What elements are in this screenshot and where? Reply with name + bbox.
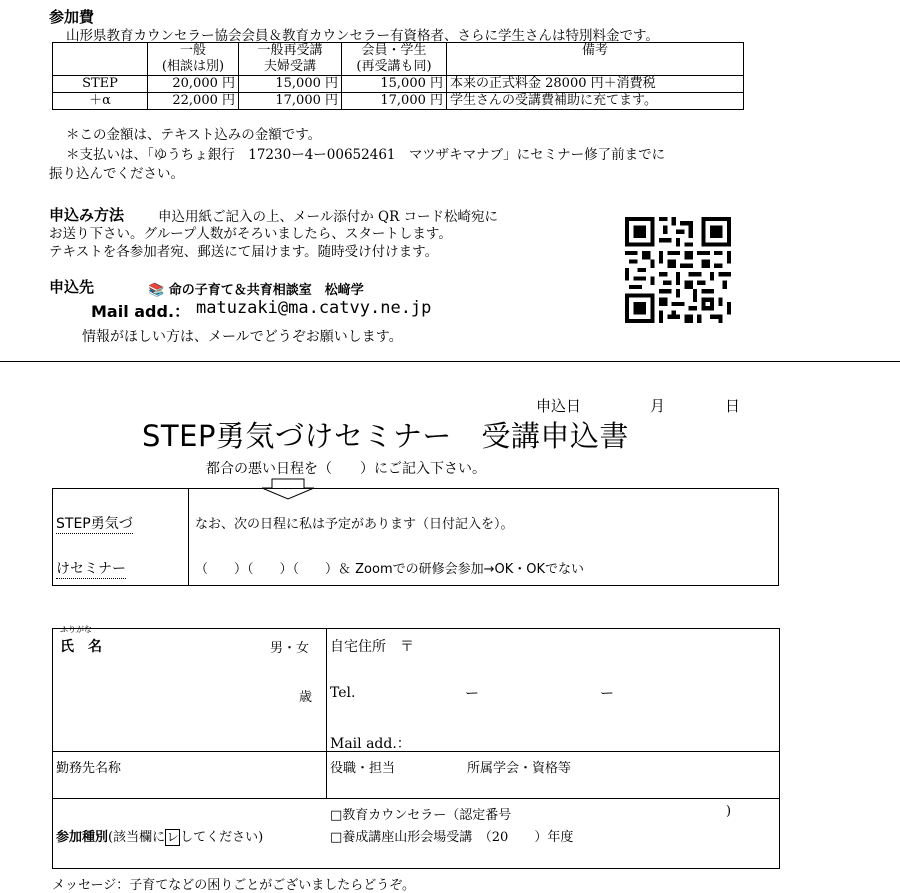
fee-note-1: ＊この金額は、テキスト込みの金額です。: [66, 127, 322, 143]
position-label: 役職・担当: [330, 761, 396, 776]
table-row: [53, 76, 744, 93]
seminar-name-2: けセミナー: [56, 558, 126, 579]
form-title: STEP勇気づけセミナー 受講申込書: [142, 419, 629, 453]
fee-header-retake: 一般再受講 夫婦受講: [239, 43, 342, 76]
tel-label: Tel.: [330, 685, 356, 701]
workplace-label: 勤務先名称: [56, 761, 122, 776]
form-subtitle: 都合の悪い日程を（ ）にご記入下さい。: [206, 461, 486, 477]
table-cell: 学生さんの受講費補助に充てます。: [447, 93, 744, 110]
form-divider: [326, 751, 327, 798]
apply-method-line-1: 申込用紙ご記入の上、メール添付か QR コード松崎宛に: [158, 209, 499, 225]
table-cell: 17,000 円: [239, 93, 342, 110]
apply-to-org: 📚 命の子育て＆共育相談室 松﨑学: [148, 283, 364, 298]
option-course-checkbox[interactable]: □養成講座山形会場受講 （20 ）年度: [330, 830, 574, 845]
fee-table-header-row: [53, 43, 744, 76]
form-divider: [326, 629, 327, 752]
seminar-name-1: STEP勇気づ: [56, 513, 133, 534]
schedule-input-line[interactable]: （ ）（ ）（ ）＆ Zoomでの研修会参加→OK・OKでない: [195, 562, 585, 577]
gender-label[interactable]: 男・女: [270, 641, 310, 656]
tel-dash-1: ー: [465, 686, 479, 702]
apply-day-label: 日: [725, 397, 741, 415]
address-label: 自宅住所 〒: [330, 639, 414, 655]
form-mail-label: Mail add.：: [330, 736, 411, 752]
fee-table: [52, 42, 744, 110]
apply-month-label: 月: [650, 397, 666, 415]
fee-heading: 参加費: [49, 8, 95, 26]
name-field[interactable]: [58, 656, 268, 746]
table-cell: STEP: [53, 76, 148, 93]
form-divider: [53, 798, 779, 799]
schedule-note: なお、次の日程に私は予定があります（日付記入を）。: [195, 517, 514, 532]
category-row: [56, 826, 263, 846]
name-label: 氏 名: [60, 639, 102, 655]
apply-method-line-2: お送り下さい。グループ人数がそろいましたら、スタートします。: [49, 226, 452, 242]
schedule-divider: [188, 489, 189, 585]
mail-label: Mail add.：: [91, 302, 191, 321]
option-counselor-close: ): [726, 804, 732, 819]
message-label: メッセージ：子育てなどの困りごとがございましたらどうぞ。: [52, 878, 415, 893]
table-cell: 15,000 円: [239, 76, 342, 93]
furigana-label: ふりがな: [60, 625, 92, 634]
info-note: 情報がほしい方は、メールでどうぞお願いします。: [82, 329, 403, 345]
table-cell: 22,000 円: [148, 93, 239, 110]
section-divider: [0, 361, 900, 362]
age-label: 歳: [299, 690, 313, 705]
apply-method-heading: 申込み方法: [49, 206, 125, 224]
apply-to-heading: 申込先: [49, 278, 95, 296]
fee-note-2: ＊支払いは、「ゆうちょ銀行 17230ー4ー00652461 マツザキマナブ」にセミナー修了前までに: [66, 147, 666, 163]
category-hint-post: してください): [180, 830, 264, 845]
society-label: 所属学会・資格等: [467, 761, 572, 776]
fee-intro: 山形県教育カウンセラー協会会員＆教育カウンセラー有資格者、さらに学生さんは特別料金です。: [66, 28, 659, 44]
fee-note-2b: 振り込んでください。: [49, 166, 184, 182]
category-label: 参加種別: [56, 830, 109, 845]
fee-header-member: 会員・学生 (再受講も同): [342, 43, 447, 76]
mail-address-link[interactable]: matuzaki@ma.catvy.ne.jp: [196, 298, 432, 318]
table-cell: ＋α: [53, 93, 148, 110]
checkmark-icon: レ: [166, 830, 179, 844]
table-cell: 17,000 円: [342, 93, 447, 110]
fee-header-empty: [53, 43, 148, 76]
option-counselor-checkbox[interactable]: □教育カウンセラー（認定番号: [330, 808, 512, 823]
tel-dash-2: ー: [600, 686, 614, 702]
table-cell: 本来の正式料金 28000 円＋消費税: [447, 76, 744, 93]
fee-header-general: 一般 (相談は別): [148, 43, 239, 76]
table-cell: 20,000 円: [148, 76, 239, 93]
table-row: [53, 93, 744, 110]
qr-code[interactable]: [625, 217, 731, 323]
table-cell: 15,000 円: [342, 76, 447, 93]
fee-header-remarks: 備考: [447, 43, 744, 76]
apply-method-line-3: テキストを各参加者宛、郵送にて届けます。随時受け付けます。: [49, 244, 439, 260]
form-divider: [53, 751, 779, 752]
category-hint-pre: (該当欄に: [108, 830, 166, 845]
apply-date-label: 申込日: [536, 397, 582, 415]
